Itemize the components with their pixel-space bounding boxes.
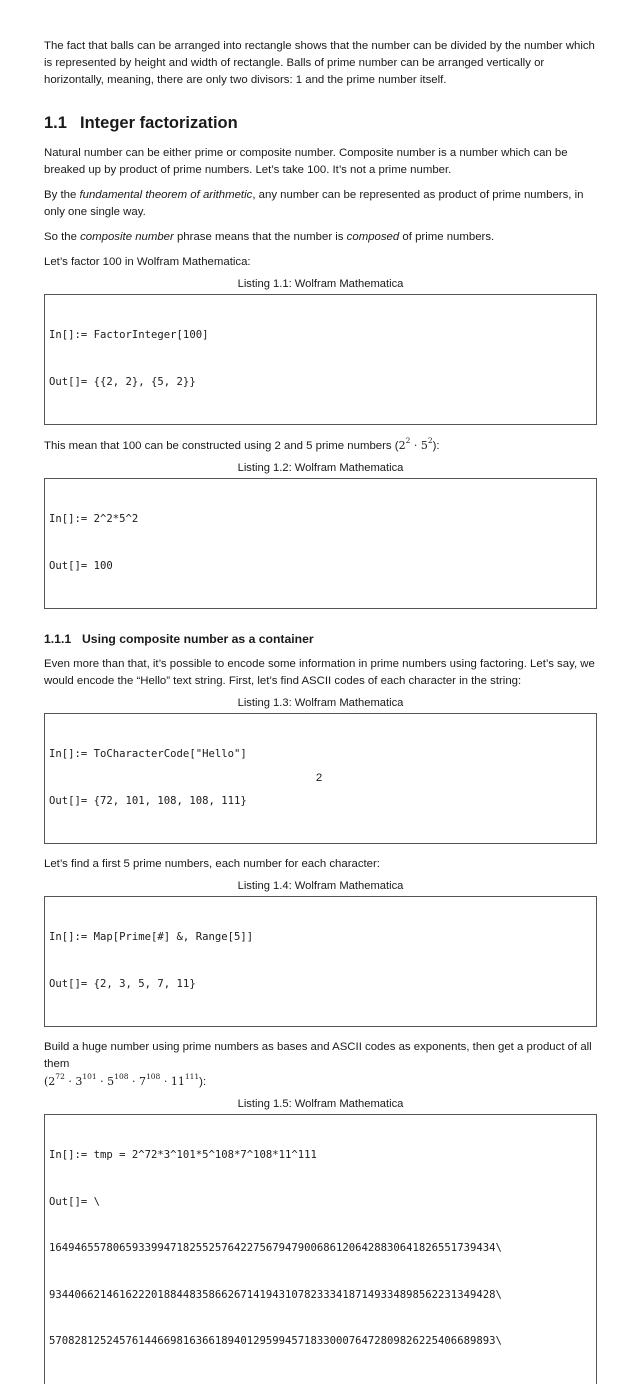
code-listing-2 [44, 478, 597, 609]
intro-paragraph: The fact that balls can be arranged into rectangle shows that the number can be divided by the number which is represented by height and width of rectangle. Balls of prime number can be arranged vertically or horizontally, meaning, there are only two divisors: 1 and the prime number itself. [44, 40, 595, 86]
paragraph-composite: Natural number can be either prime or composite number. Composite number is a number which can be breaked up by product of prime numbers. Let’s take 100. It’s not a prime number. [44, 147, 568, 176]
paragraph-factor-intro: Let’s factor 100 in Wolfram Mathematica: [44, 256, 251, 268]
listing-caption: Listing 1.1: Wolfram Mathematica [237, 278, 404, 290]
page-number: 2 [315, 772, 323, 784]
paragraph-theorem [44, 187, 597, 221]
code-line: 1649465578065933994718255257642275679479006861206428830641826551739434\ [49, 1242, 502, 1254]
code-line: Out[]= {{2, 2}, {5, 2}} [49, 375, 196, 388]
code-line: In[]:= FactorInteger[100] [49, 329, 209, 341]
document-page [44, 38, 597, 1384]
paragraph-constructed [44, 437, 597, 455]
paragraph-huge-number [44, 1039, 597, 1091]
code-line: 9344066214616222018844835866267141943107823334187149334898562231349428\ [49, 1288, 502, 1301]
code-line: Out[]= {72, 101, 108, 108, 111} [49, 794, 247, 807]
listing-caption: Listing 1.5: Wolfram Mathematica [237, 1098, 404, 1110]
paragraph-primes: Let’s find a first 5 prime numbers, each number for each character: [44, 858, 380, 870]
section-number: 1.1 [44, 114, 67, 132]
code-line: In[]:= ToCharacterCode["Hello"] [49, 748, 247, 760]
text-span: ): [199, 1076, 207, 1088]
code-line: Out[]= {2, 3, 5, 7, 11} [49, 977, 196, 990]
code-listing-5 [44, 1114, 597, 1384]
emphasis-composite-number: composite number [80, 231, 174, 243]
code-line: Out[]= \ [49, 1195, 101, 1208]
subsection-title: Using composite number as a container [82, 632, 314, 646]
text-span: of prime numbers. [399, 231, 495, 243]
subsection-heading [44, 631, 597, 648]
emphasis-theorem: fundamental theorem of arithmetic [79, 189, 253, 201]
code-line: In[]:= Map[Prime[#] &, Range[5]] [49, 931, 254, 943]
text-span: This mean that 100 can be constructed using 2 and 5 prime numbers ( [44, 440, 399, 452]
listing-caption: Listing 1.2: Wolfram Mathematica [237, 462, 404, 474]
code-line: In[]:= 2^2*5^2 [49, 513, 139, 525]
listing-caption: Listing 1.3: Wolfram Mathematica [237, 697, 404, 709]
math-expression: ($2^{72} \cdot 3^{101} \cdot 5^{108} \cdot 7^{108} \cdot 11^{111}$ [44, 1072, 200, 1088]
text-span: So the [44, 231, 81, 243]
code-line: In[]:= tmp = 2^72*3^101*5^108*7^108*11^111 [49, 1149, 317, 1161]
code-listing-4 [44, 896, 597, 1027]
paragraph-encode: Even more than that, it’s possible to encode some information in prime numbers using factoring. Let’s say, we would encode the “Hello” text string. First, let’s find ASCII codes of each character in the string: [44, 658, 595, 687]
section-heading [44, 113, 597, 133]
math-expression: $2^2 \cdot 5^2$ [398, 436, 433, 452]
section-title: Integer factorization [80, 114, 238, 132]
code-listing-1 [44, 294, 597, 425]
text-span: ): [432, 440, 440, 452]
text-span: phrase means that the number is [173, 231, 347, 243]
code-line: 5708281252457614466981636618940129599457183300076472809826225406689893\ [49, 1335, 502, 1347]
text-span: Build a huge number using prime numbers as bases and ASCII codes as exponents, then get a product of all them [44, 1041, 592, 1070]
listing-caption: Listing 1.4: Wolfram Mathematica [237, 880, 404, 892]
emphasis-composed: composed [346, 231, 400, 243]
code-line: Out[]= 100 [49, 559, 113, 572]
text-span: , any number can be represented as product of prime numbers, in only one single way. [44, 189, 584, 218]
text-span: By the [44, 189, 80, 201]
subsection-number: 1.1.1 [44, 632, 72, 646]
paragraph-composed [44, 229, 597, 246]
